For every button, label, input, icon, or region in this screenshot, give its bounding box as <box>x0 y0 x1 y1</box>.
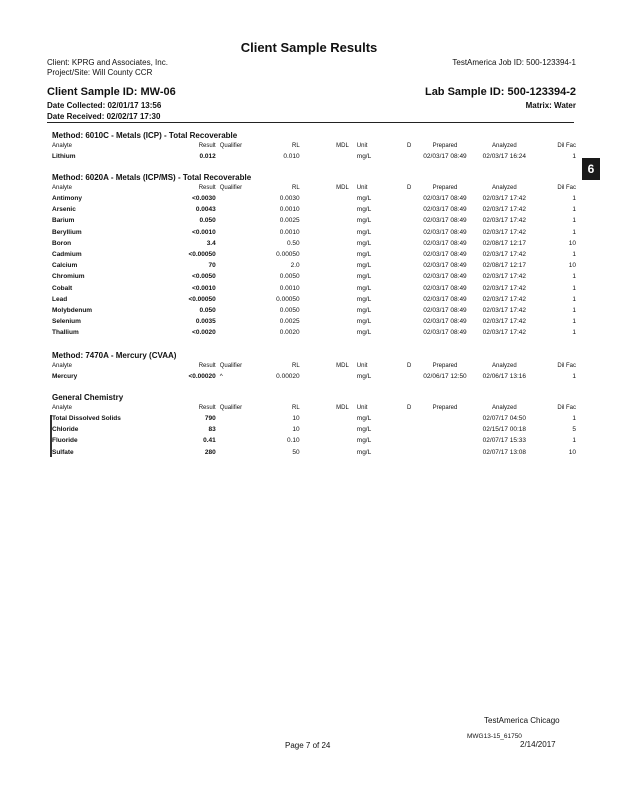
column-header-qualifier: Qualifier <box>219 143 243 149</box>
cell-rl: 0.010 <box>283 153 300 160</box>
cell-prepared: 02/03/17 08:49 <box>423 206 467 214</box>
cell-d <box>402 151 416 162</box>
cell-result: <0.00050 <box>188 251 216 259</box>
cell-analyte: Molybdenum <box>52 307 93 315</box>
cell-dil: 1 <box>572 373 576 380</box>
column-header-rl: RL <box>291 143 300 149</box>
column-header-qualifier: Qualifier <box>219 405 243 411</box>
cell-qualifier <box>216 215 259 226</box>
cell-mdl <box>300 413 349 424</box>
cell-result: <0.0030 <box>192 195 216 202</box>
cell-unit: mg/L <box>356 415 372 422</box>
cell-result: <0.0020 <box>192 329 216 337</box>
cell-analyte: Selenium <box>52 318 81 326</box>
cell-rl: 0.10 <box>287 437 300 445</box>
table-row <box>52 435 576 446</box>
cell-prepared <box>416 424 473 435</box>
column-header-result: Result <box>198 143 216 149</box>
cell-dil: 10 <box>568 239 576 247</box>
cell-analyzed: 02/08/17 12:17 <box>482 262 527 270</box>
cell-dil: 1 <box>572 307 576 315</box>
cell-d <box>402 204 416 215</box>
cell-rl: 0.0010 <box>279 284 300 292</box>
cell-unit: mg/L <box>356 426 372 434</box>
cell-d <box>402 260 416 271</box>
cell-d <box>402 413 416 424</box>
cell-prepared <box>416 447 473 458</box>
cell-analyte: Arsenic <box>52 206 76 214</box>
table-row <box>52 271 576 282</box>
cell-analyte: Sulfate <box>52 448 74 456</box>
cell-d <box>402 215 416 226</box>
cell-dil: 1 <box>572 415 576 422</box>
cell-analyte: Boron <box>52 239 72 247</box>
page-number: Page 7 of 24 <box>285 741 331 750</box>
cell-mdl <box>300 193 349 204</box>
table-row <box>52 193 576 204</box>
cell-dil: 10 <box>568 262 576 270</box>
cell-result: <0.0010 <box>192 284 216 292</box>
column-header-unit: Unit <box>356 185 368 191</box>
column-header-mdl: MDL <box>336 405 349 411</box>
table-row <box>52 447 576 458</box>
cell-rl: 0.0020 <box>279 329 300 337</box>
column-header-analyte: Analyte <box>52 405 73 411</box>
cell-unit: mg/L <box>356 295 372 303</box>
column-header-analyte: Analyte <box>52 363 73 369</box>
cell-unit: mg/L <box>356 373 372 380</box>
table-row <box>52 238 576 249</box>
cell-analyzed: 02/03/17 17:42 <box>482 217 527 225</box>
column-header-prepared: Prepared <box>432 143 458 149</box>
column-header-rl: RL <box>291 185 300 191</box>
date-collected: Date Collected: 02/01/17 13:56 <box>47 101 162 110</box>
cell-mdl <box>300 294 349 305</box>
cell-dil: 1 <box>572 329 576 337</box>
cell-analyzed: 02/03/17 17:42 <box>482 251 527 259</box>
column-header-result: Result <box>198 405 216 411</box>
cell-prepared: 02/03/17 08:49 <box>423 251 467 259</box>
cell-qualifier <box>216 238 259 249</box>
cell-dil: 1 <box>572 228 576 236</box>
cell-rl: 0.0010 <box>279 228 300 236</box>
column-header-dil: Dil Fac <box>557 185 576 191</box>
cell-unit: mg/L <box>356 329 372 337</box>
cell-analyzed: 02/07/17 15:33 <box>482 437 527 445</box>
cell-dil: 1 <box>572 153 576 160</box>
cell-result: <0.0050 <box>192 273 216 281</box>
column-header-qualifier: Qualifier <box>219 185 243 191</box>
cell-d <box>402 271 416 282</box>
cell-mdl <box>300 316 349 327</box>
cell-unit: mg/L <box>356 273 372 281</box>
cell-mdl <box>300 435 349 446</box>
column-header-dil: Dil Fac <box>557 363 576 369</box>
cell-rl: 0.00050 <box>276 295 300 303</box>
cell-d <box>402 447 416 458</box>
column-header-qualifier: Qualifier <box>219 363 243 369</box>
cell-analyzed: 02/03/17 16:24 <box>482 153 527 160</box>
cell-d <box>402 327 416 338</box>
cell-analyzed: 02/06/17 13:16 <box>482 373 527 380</box>
cell-analyzed: 02/03/17 17:42 <box>482 329 527 337</box>
cell-d <box>402 435 416 446</box>
cell-analyzed: 02/03/17 17:42 <box>482 318 527 326</box>
cell-prepared: 02/03/17 08:49 <box>423 295 467 303</box>
cell-mdl <box>300 227 349 238</box>
cell-result: 70 <box>208 262 216 270</box>
table-row <box>52 371 576 382</box>
footer-code: MWG13-15_61750 <box>467 733 522 740</box>
cell-unit: mg/L <box>356 217 372 225</box>
cell-result: 280 <box>204 448 216 456</box>
cell-result: 790 <box>204 415 216 422</box>
cell-rl: 10 <box>292 426 300 434</box>
cell-mdl <box>300 249 349 260</box>
cell-qualifier <box>216 227 259 238</box>
cell-dil: 1 <box>572 251 576 259</box>
column-header-analyte: Analyte <box>52 185 73 191</box>
cell-unit: mg/L <box>356 228 372 236</box>
cell-d <box>402 294 416 305</box>
cell-analyzed: 02/03/17 17:42 <box>482 273 527 281</box>
cell-qualifier <box>216 447 259 458</box>
cell-mdl <box>300 447 349 458</box>
cell-mdl <box>300 271 349 282</box>
cell-analyte: Antimony <box>52 195 82 202</box>
cell-unit: mg/L <box>356 251 372 259</box>
cell-qualifier <box>216 283 259 294</box>
cell-prepared: 02/03/17 08:49 <box>423 329 467 337</box>
cell-dil: 1 <box>572 195 576 202</box>
header-divider <box>47 122 574 123</box>
client-sample-id: Client Sample ID: MW-06 <box>47 86 176 98</box>
column-header-unit: Unit <box>356 363 368 369</box>
cell-rl: 0.0025 <box>279 217 300 225</box>
column-header-analyzed: Analyzed <box>492 143 517 149</box>
matrix: Matrix: Water <box>525 101 576 110</box>
cell-analyte: Total Dissolved Solids <box>52 415 121 422</box>
table-row <box>52 294 576 305</box>
results-table <box>52 142 576 162</box>
cell-analyzed: 02/03/17 17:42 <box>482 284 527 292</box>
cell-qualifier <box>216 260 259 271</box>
lab-sample-id: Lab Sample ID: 500-123394-2 <box>424 86 576 98</box>
table-row <box>52 260 576 271</box>
cell-analyte: Lead <box>52 295 68 303</box>
column-header-prepared: Prepared <box>432 185 458 191</box>
cell-analyte: Chromium <box>52 273 85 281</box>
table-row <box>52 327 576 338</box>
column-header-row <box>52 362 576 371</box>
cell-unit: mg/L <box>356 239 372 247</box>
cell-analyte: Thallium <box>52 329 79 337</box>
cell-dil: 1 <box>572 318 576 326</box>
cell-d <box>402 305 416 316</box>
cell-rl: 50 <box>292 448 300 456</box>
cell-qualifier <box>216 305 259 316</box>
cell-analyte: Chloride <box>52 426 79 434</box>
cell-dil: 1 <box>572 206 576 214</box>
cell-result: 0.0035 <box>195 318 216 326</box>
cell-d <box>402 249 416 260</box>
column-header-mdl: MDL <box>336 143 349 149</box>
cell-unit: mg/L <box>356 206 372 214</box>
date-received: Date Received: 02/02/17 17:30 <box>47 112 161 121</box>
cell-mdl <box>300 151 349 162</box>
column-header-dil: Dil Fac <box>557 143 576 149</box>
column-header-d: D <box>406 405 412 411</box>
cell-qualifier <box>216 435 259 446</box>
margin-mark <box>50 415 52 457</box>
cell-prepared <box>416 435 473 446</box>
cell-unit: mg/L <box>356 437 372 445</box>
cell-dil: 1 <box>572 273 576 281</box>
cell-analyzed: 02/03/17 17:42 <box>482 295 527 303</box>
cell-qualifier <box>216 413 259 424</box>
cell-mdl <box>300 283 349 294</box>
cell-dil: 1 <box>572 217 576 225</box>
cell-prepared: 02/03/17 08:49 <box>423 228 467 236</box>
cell-prepared: 02/03/17 08:49 <box>423 195 467 202</box>
cell-dil: 1 <box>572 284 576 292</box>
column-header-analyzed: Analyzed <box>492 405 517 411</box>
cell-unit: mg/L <box>356 318 372 326</box>
column-header-d: D <box>406 185 412 191</box>
cell-dil: 10 <box>568 448 576 456</box>
cell-rl: 0.0010 <box>279 206 300 214</box>
cell-qualifier: ^ <box>219 373 223 380</box>
cell-d <box>402 227 416 238</box>
column-header-unit: Unit <box>356 405 368 411</box>
cell-result: 0.012 <box>199 153 216 160</box>
column-header-mdl: MDL <box>336 363 349 369</box>
cell-rl: 0.50 <box>287 239 300 247</box>
column-header-mdl: MDL <box>336 185 349 191</box>
section-tab-badge: 6 <box>582 158 600 180</box>
column-header-d: D <box>406 143 412 149</box>
cell-rl: 0.00050 <box>276 251 300 259</box>
cell-mdl <box>300 260 349 271</box>
cell-result: 3.4 <box>206 239 216 247</box>
cell-prepared: 02/03/17 08:49 <box>423 318 467 326</box>
cell-mdl <box>300 327 349 338</box>
cell-mdl <box>300 238 349 249</box>
table-row <box>52 283 576 294</box>
cell-prepared: 02/03/17 08:49 <box>423 262 467 270</box>
cell-prepared: 02/03/17 08:49 <box>423 217 467 225</box>
table-row <box>52 305 576 316</box>
cell-analyzed: 02/07/17 13:08 <box>482 448 527 456</box>
table-row <box>52 316 576 327</box>
cell-analyzed: 02/03/17 17:42 <box>482 206 527 214</box>
method-heading: Method: 6010C - Metals (ICP) - Total Recoverable <box>52 131 238 140</box>
method-heading: Method: 6020A - Metals (ICP/MS) - Total Recoverable <box>52 173 252 182</box>
cell-d <box>402 238 416 249</box>
cell-analyzed: 02/03/17 17:42 <box>482 307 527 315</box>
cell-analyte: Cobalt <box>52 284 73 292</box>
column-header-rl: RL <box>291 405 300 411</box>
results-table <box>52 404 576 458</box>
cell-d <box>402 283 416 294</box>
cell-prepared: 02/03/17 08:49 <box>423 284 467 292</box>
cell-prepared: 02/03/17 08:49 <box>423 273 467 281</box>
column-header-row <box>52 404 576 413</box>
column-header-row <box>52 142 576 151</box>
cell-analyzed: 02/15/17 00:18 <box>482 426 527 434</box>
column-header-dil: Dil Fac <box>557 405 576 411</box>
cell-analyte: Beryllium <box>52 228 82 236</box>
cell-unit: mg/L <box>356 262 372 270</box>
cell-rl: 0.0030 <box>279 195 300 202</box>
table-row <box>52 151 576 162</box>
column-header-analyzed: Analyzed <box>492 185 517 191</box>
results-table <box>52 184 576 339</box>
cell-qualifier <box>216 271 259 282</box>
cell-analyte: Barium <box>52 217 75 225</box>
cell-rl: 10 <box>292 415 300 422</box>
cell-dil: 1 <box>572 295 576 303</box>
column-header-result: Result <box>198 185 216 191</box>
cell-unit: mg/L <box>356 284 372 292</box>
cell-result: 0.41 <box>203 437 216 445</box>
table-row <box>52 413 576 424</box>
cell-result: 83 <box>208 426 216 434</box>
cell-prepared: 02/03/17 08:49 <box>423 239 467 247</box>
cell-d <box>402 193 416 204</box>
project-site: Project/Site: Will County CCR <box>47 68 153 77</box>
cell-d <box>402 371 416 382</box>
cell-d <box>402 424 416 435</box>
cell-mdl <box>300 305 349 316</box>
column-header-rl: RL <box>291 363 300 369</box>
cell-analyzed: 02/03/17 17:42 <box>482 228 527 236</box>
cell-prepared: 02/06/17 12:50 <box>423 373 467 380</box>
cell-analyte: Fluoride <box>52 437 78 445</box>
cell-mdl <box>300 204 349 215</box>
cell-qualifier <box>216 294 259 305</box>
cell-unit: mg/L <box>356 448 372 456</box>
cell-qualifier <box>216 327 259 338</box>
cell-analyte: Mercury <box>52 373 78 380</box>
job-id: TestAmerica Job ID: 500-123394-1 <box>452 58 576 67</box>
column-header-analyte: Analyte <box>52 143 73 149</box>
cell-unit: mg/L <box>356 195 372 202</box>
cell-analyte: Calcium <box>52 262 78 270</box>
method-heading: Method: 7470A - Mercury (CVAA) <box>52 351 177 360</box>
cell-result: 0.050 <box>199 217 216 225</box>
column-header-row <box>52 184 576 193</box>
method-heading: General Chemistry <box>52 393 124 402</box>
cell-dil: 1 <box>572 437 576 445</box>
cell-analyzed: 02/08/17 12:17 <box>482 239 527 247</box>
column-header-analyzed: Analyzed <box>492 363 517 369</box>
footer-date: 2/14/2017 <box>520 740 556 749</box>
column-header-prepared: Prepared <box>432 405 458 411</box>
cell-qualifier <box>216 316 259 327</box>
table-row <box>52 215 576 226</box>
cell-result: <0.0010 <box>192 228 216 236</box>
cell-qualifier <box>216 424 259 435</box>
footer-lab: TestAmerica Chicago <box>484 716 560 725</box>
cell-qualifier <box>216 249 259 260</box>
cell-rl: 0.0025 <box>279 318 300 326</box>
cell-mdl <box>300 424 349 435</box>
results-table <box>52 362 576 382</box>
column-header-prepared: Prepared <box>432 363 458 369</box>
cell-rl: 0.0050 <box>279 273 300 281</box>
cell-qualifier <box>216 204 259 215</box>
cell-result: <0.00050 <box>188 295 216 303</box>
page-title: Client Sample Results <box>240 40 378 55</box>
cell-result: <0.00020 <box>188 373 216 380</box>
cell-rl: 2.0 <box>290 262 300 270</box>
cell-rl: 0.0050 <box>279 307 300 315</box>
cell-analyzed: 02/07/17 04:50 <box>482 415 527 422</box>
cell-dil: 5 <box>572 426 576 434</box>
cell-qualifier <box>216 151 259 162</box>
cell-analyte: Cadmium <box>52 251 82 259</box>
cell-rl: 0.00020 <box>276 373 300 380</box>
column-header-d: D <box>406 363 412 369</box>
cell-prepared: 02/03/17 08:49 <box>423 153 467 160</box>
cell-analyte: Lithium <box>52 153 76 160</box>
cell-d <box>402 316 416 327</box>
cell-unit: mg/L <box>356 307 372 315</box>
cell-result: 0.050 <box>199 307 216 315</box>
cell-analyzed: 02/03/17 17:42 <box>482 195 527 202</box>
table-row <box>52 227 576 238</box>
cell-prepared <box>416 413 473 424</box>
table-row <box>52 424 576 435</box>
column-header-unit: Unit <box>356 143 368 149</box>
cell-mdl <box>300 371 349 382</box>
table-row <box>52 249 576 260</box>
client-name: Client: KPRG and Associates, Inc. <box>47 58 168 67</box>
table-row <box>52 204 576 215</box>
cell-prepared: 02/03/17 08:49 <box>423 307 467 315</box>
cell-result: 0.0043 <box>195 206 216 214</box>
cell-mdl <box>300 215 349 226</box>
cell-unit: mg/L <box>356 153 372 160</box>
cell-qualifier <box>216 193 259 204</box>
column-header-result: Result <box>198 363 216 369</box>
